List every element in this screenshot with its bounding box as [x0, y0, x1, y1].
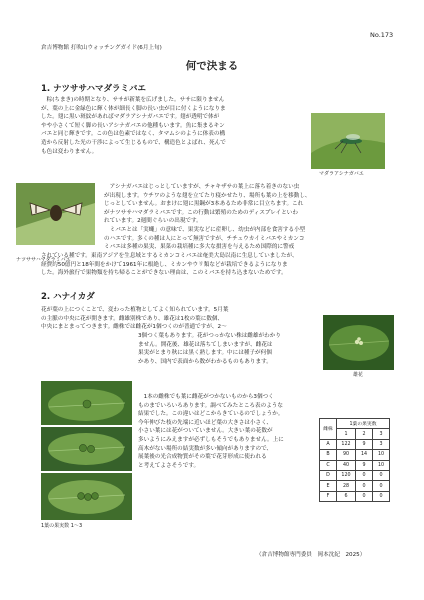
table-cell: 0	[356, 491, 373, 501]
row-label: C	[320, 460, 337, 470]
table-cell: 0	[356, 481, 373, 491]
row-label: A	[320, 439, 337, 449]
row-label: E	[320, 481, 337, 491]
section2-heading: 2. ハナイカダ	[41, 292, 95, 302]
text-line: ません。開花後、雄花は落ちてしまいますが、雌花は	[138, 341, 273, 348]
table-cell: 3	[373, 439, 390, 449]
row-label: B	[320, 450, 337, 460]
table-col-header: 3	[373, 429, 390, 439]
table-row	[320, 439, 390, 449]
table-cell: 0	[373, 481, 390, 491]
text-line: 中央にまとまってつきます。雌株では雌花が1個つくのが普通ですが、2〜	[41, 324, 227, 331]
table-cell: 9	[356, 460, 373, 470]
text-line: 展葉後の光合成物質がその葉で花芽形成に使われる	[138, 454, 267, 461]
table-cell: 90	[337, 450, 356, 460]
text-line: ものまでいろいろあります。調べてみたところ表のような	[138, 402, 283, 409]
section2-paragraph-1-cont	[138, 332, 314, 366]
table-row	[320, 470, 390, 480]
text-line: 3個つく葉もあります。花がつっかない株は雌雄がわかり	[138, 333, 281, 339]
section1-heading: 1. ナツササハマダラミバエ	[41, 84, 147, 94]
table-col-header: 2	[356, 429, 373, 439]
text-line: も色は変わりません。	[41, 148, 98, 155]
fruit-photo-3	[41, 473, 132, 520]
table-row	[320, 491, 390, 501]
series-title: 倉吉博物館 打吹山ウォッチングガイド(6月上旬)	[41, 45, 162, 51]
table-cell: 122	[337, 439, 356, 449]
fruit-photo-1	[41, 381, 132, 425]
text-line: かあり、国内で表面から数がわかるものもあります。	[138, 358, 272, 365]
table-cell: 10	[373, 460, 390, 470]
author-credit: （倉吉博物館専門委員 岡本沈紀 2025）	[256, 552, 366, 558]
table-row	[320, 450, 390, 460]
table-cell: 6	[337, 491, 356, 501]
fruit-count-table	[319, 418, 390, 502]
photo-caption-green-fly: マダラアシナガバエ	[319, 171, 364, 177]
text-line: されている種です。東南アジアを生息域とするミカンコミバエは奄美大島以南に生息していましたが、	[41, 253, 298, 259]
table-col-header: 1	[337, 429, 356, 439]
page-title: 何で決まる	[185, 60, 239, 72]
table-row	[320, 460, 390, 470]
text-line: じっとしていません。おまけに翅に黒鋼が3本あるため非常に目立ちます。これ	[104, 201, 304, 208]
section1-paragraph-3-cont	[41, 252, 389, 278]
table-cell: 0	[356, 470, 373, 480]
fruit-photo-2	[41, 427, 132, 471]
photo-caption-male-flower: 雄花	[353, 372, 364, 378]
section1-paragraph-1	[41, 96, 303, 156]
text-line: が出現します。ウチワのような翅を立てたり寝かせたり、場所も葉の上を移動し、	[104, 192, 311, 199]
fly-photo-spotted	[16, 183, 95, 245]
text-line: と考えてよさそうです。	[138, 462, 200, 469]
text-line: 結果でした。この違いはどこからきているのでしょうか。	[138, 411, 284, 418]
table-row	[320, 481, 390, 491]
row-label: D	[320, 470, 337, 480]
text-line: 粽(ちまき)の時期となり、ササが新葉を広げました。ササに限りません	[41, 97, 225, 103]
section1-paragraph-2	[104, 183, 388, 226]
text-line: 1本の雌株でも葉に雌花がつかないものから3個つく	[138, 394, 274, 400]
table-cell: 120	[337, 470, 356, 480]
male-flower-photo	[323, 315, 394, 370]
table-cell: 10	[373, 450, 390, 460]
section1-paragraph-3	[104, 226, 388, 252]
photo-caption-spotted-fly: ナツササハマダラミバエ	[16, 257, 71, 263]
row-label: F	[320, 491, 337, 501]
text-line: がナツササハマダラミバエです。この行動は繁殖のためのディスプレイといわ	[104, 209, 298, 216]
fly-photo-green	[311, 113, 385, 169]
text-line: が、葉の上に金緑色に輝く体が細長く脚の長い虫が目に付くようになりま	[41, 105, 226, 112]
text-line: した。翅に黒い斑紋があればマダラアシナガバエです。翅が透明で体が	[41, 114, 220, 121]
text-line: アシナガバエはじっとしていますが、チャキザサの葉上に落ち着きのない虫	[104, 184, 300, 190]
section2-paragraph-1	[41, 306, 313, 332]
text-line: 経費約50億円と18年間をかけて1961年に根絶し、ミカンやウリ類などが栽培できるようになりま	[41, 261, 288, 268]
text-line: やや小さくて短く脚の長いアシナガバエの他種もいます。魚に集まるキン	[41, 122, 225, 129]
text-line: 果実がとまり秋には黒く熟します。中には種子が何個	[138, 350, 272, 357]
text-line: ミバエは多種の果実、果菜の栽培種に多大な損害を与えるため国際的に警戒	[104, 244, 295, 251]
text-line: 小さい葉には花がついていません。大きい葉の花数が	[138, 428, 273, 435]
table-cell: 14	[356, 450, 373, 460]
table-cell: 0	[373, 470, 390, 480]
text-line: ミバエとは「実蠅」の意味で、果実などに産卵し、幼虫が内部を食害する小型	[104, 227, 306, 233]
text-line: の主脈の中央に花が開きます。雌雄別株であり、雄花は1枚の葉に数個、	[41, 315, 224, 322]
table-cell: 0	[373, 491, 390, 501]
section2-paragraph-2	[138, 393, 316, 470]
text-line: れています。2週間ぐらいの出現です。	[104, 218, 202, 225]
table-header-fruit: 1葉の果実数	[337, 419, 390, 429]
table-cell: 40	[337, 460, 356, 470]
table-cell: 9	[356, 439, 373, 449]
text-line: 花が葉の上につくことで、変わった植物としてよく知られています。5月葉	[41, 307, 229, 313]
table-header-strain: 雌株	[320, 419, 337, 440]
text-line: 多いようにみえますが必ずしもそうでもありません。上に	[138, 436, 284, 443]
issue-number: No.173	[370, 31, 394, 39]
table-cell: 28	[337, 481, 356, 491]
text-line: 造から反射した光の干渉によって生じるもので、構造色とよばれ、死んで	[41, 139, 226, 146]
text-line: バエと同じ輝きです。この色は色素ではなく、タマムシのように体表の構	[41, 131, 226, 138]
text-line: した。海外旅行で果物類を持ち帰ることができない理由は、このミバエを持ち込まないためです。	[41, 270, 287, 277]
text-line: 高木がない場所の結実数が多い傾向がありますので、	[138, 445, 273, 452]
photo-caption-fruit: 1葉の果実数 1〜3	[41, 523, 83, 529]
text-line: 今年伸びた枝の先端に近いほど葉の大きさは小さく、	[138, 419, 273, 426]
text-line: のハエです。多くの種は人にとって無害ですが、チチュウカイミバエやミカンコ	[104, 235, 305, 242]
